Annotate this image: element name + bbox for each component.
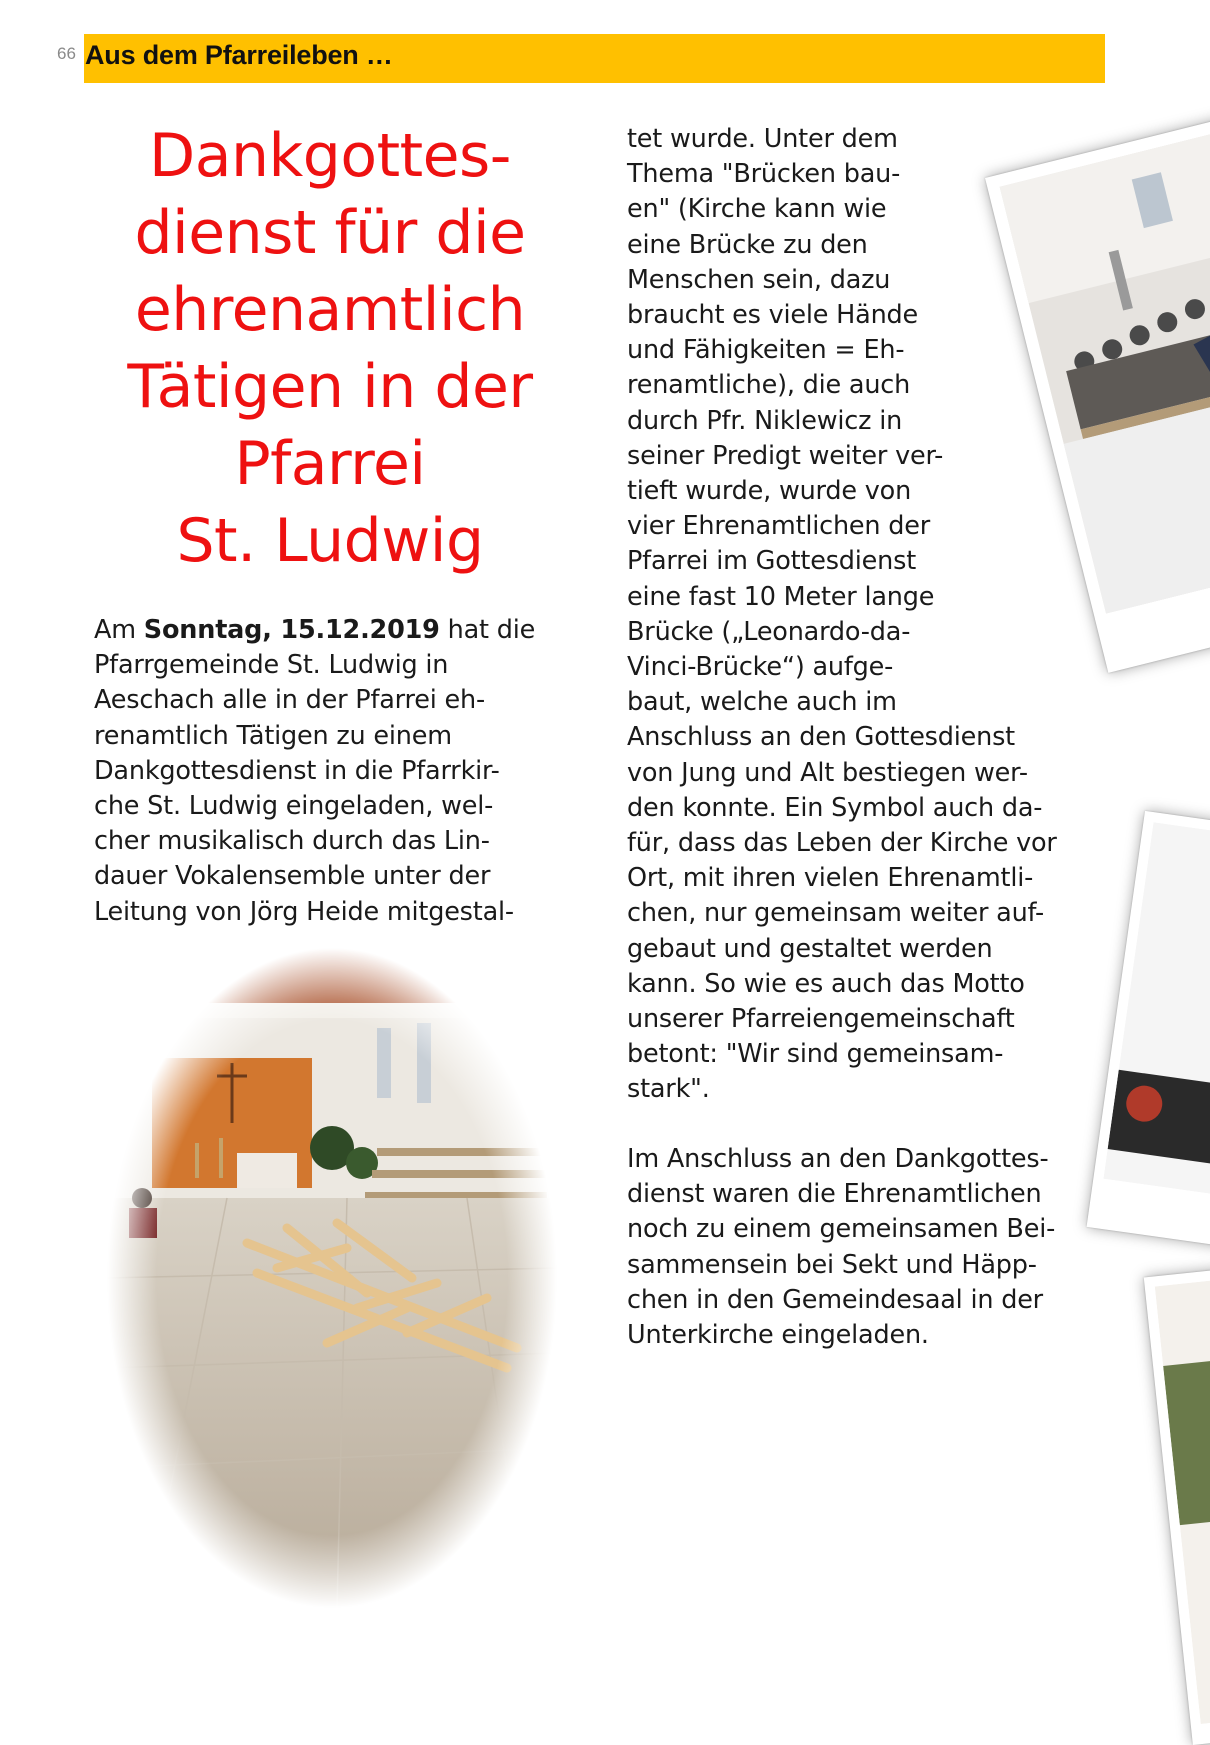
intro-line: dauer Vokalensemble unter der	[94, 861, 491, 892]
body-line: baut, welche auch im	[627, 687, 897, 718]
article-intro	[94, 613, 535, 930]
body-line: und Fähigkeiten = Eh-	[627, 335, 905, 366]
body-line: tieft wurde, wurde von	[627, 476, 912, 507]
photo-frame	[1087, 811, 1210, 1249]
intro-line: Leitung von Jörg Heide mitgestal-	[94, 896, 514, 927]
headline-line: dienst für die	[134, 198, 526, 268]
body-line: Pfarrei im Gottesdienst	[627, 546, 916, 577]
church-bridge-photo	[107, 948, 557, 1608]
body-line: vier Ehrenamtlichen der	[627, 511, 931, 542]
body-line: unserer Pfarreiengemeinschaft	[627, 1004, 1015, 1035]
headline-line: Dankgottes-	[149, 121, 511, 191]
article-closing	[627, 1142, 1055, 1353]
body-line: sammensein bei Sekt und Häpp-	[627, 1249, 1037, 1280]
intro-line: che St. Ludwig eingeladen, wel-	[94, 791, 494, 822]
body-line: gebaut und gestaltet werden	[627, 933, 993, 964]
body-line: en" (Kirche kann wie	[627, 194, 887, 225]
section-title: Aus dem Pfarreileben …	[85, 40, 393, 70]
intro-line: cher musikalisch durch das Lin-	[94, 826, 490, 857]
body-line: von Jung und Alt bestiegen wer-	[627, 757, 1028, 788]
headline-line: Pfarrei	[234, 429, 426, 499]
body-line: dienst waren die Ehrenamtlichen	[627, 1179, 1042, 1210]
body-line: Anschluss an den Gottesdienst	[627, 722, 1015, 753]
article-headline	[95, 118, 565, 580]
intro-line: Dankgottesdienst in die Pfarrkir-	[94, 755, 500, 786]
body-line: noch zu einem gemeinsamen Bei-	[627, 1214, 1056, 1245]
headline-line: St. Ludwig	[176, 506, 484, 576]
hall-photo	[1155, 1276, 1210, 1724]
article-continuation	[627, 122, 1057, 1108]
intro-line: Am Sonntag, 15.12.2019 hat die	[94, 615, 536, 645]
body-line: chen, nur gemeinsam weiter auf-	[627, 898, 1044, 929]
headline-line: Tätigen in der	[127, 352, 533, 422]
body-line: Brücke („Leonardo-da-	[627, 616, 911, 647]
body-line: Ort, mit ihren vielen Ehrenamtli-	[627, 863, 1034, 894]
body-line: kann. So wie es auch das Motto	[627, 968, 1025, 999]
intro-line: Pfarrgemeinde St. Ludwig in	[94, 650, 449, 681]
body-line: Unterkirche eingeladen.	[627, 1320, 929, 1351]
page-number: 66	[57, 44, 76, 63]
body-line: für, dass das Leben der Kirche vor	[627, 828, 1057, 859]
body-line: eine Brücke zu den	[627, 229, 868, 260]
body-line: Thema "Brücken bau-	[627, 159, 901, 190]
body-line: Menschen sein, dazu	[627, 264, 891, 295]
body-line: braucht es viele Hände	[627, 300, 919, 331]
body-line: durch Pfr. Niklewicz in	[627, 405, 903, 436]
body-line: stark".	[627, 1074, 710, 1105]
body-line: den konnte. Ein Symbol auch da-	[627, 792, 1043, 823]
intro-line: Aeschach alle in der Pfarrei eh-	[94, 685, 485, 716]
body-line: Vinci-Brücke“) aufge-	[627, 652, 894, 683]
body-line: betont: "Wir sind gemeinsam-	[627, 1039, 1004, 1070]
body-line: Im Anschluss an den Dankgottes-	[627, 1144, 1049, 1174]
event-date: Sonntag, 15.12.2019	[143, 615, 440, 645]
reception-photo	[1103, 822, 1210, 1198]
body-line: chen in den Gemeindesaal in der	[627, 1284, 1043, 1315]
body-line: seiner Predigt weiter ver-	[627, 440, 944, 471]
photo-frame	[1144, 1265, 1210, 1745]
intro-line: renamtlich Tätigen zu einem	[94, 720, 452, 751]
headline-line: ehrenamtlich	[134, 275, 526, 345]
section-header-bar	[84, 34, 1105, 83]
body-line: renamtliche), die auch	[627, 370, 911, 401]
body-line: tet wurde. Unter dem	[627, 124, 898, 154]
body-line: eine fast 10 Meter lange	[627, 581, 935, 612]
